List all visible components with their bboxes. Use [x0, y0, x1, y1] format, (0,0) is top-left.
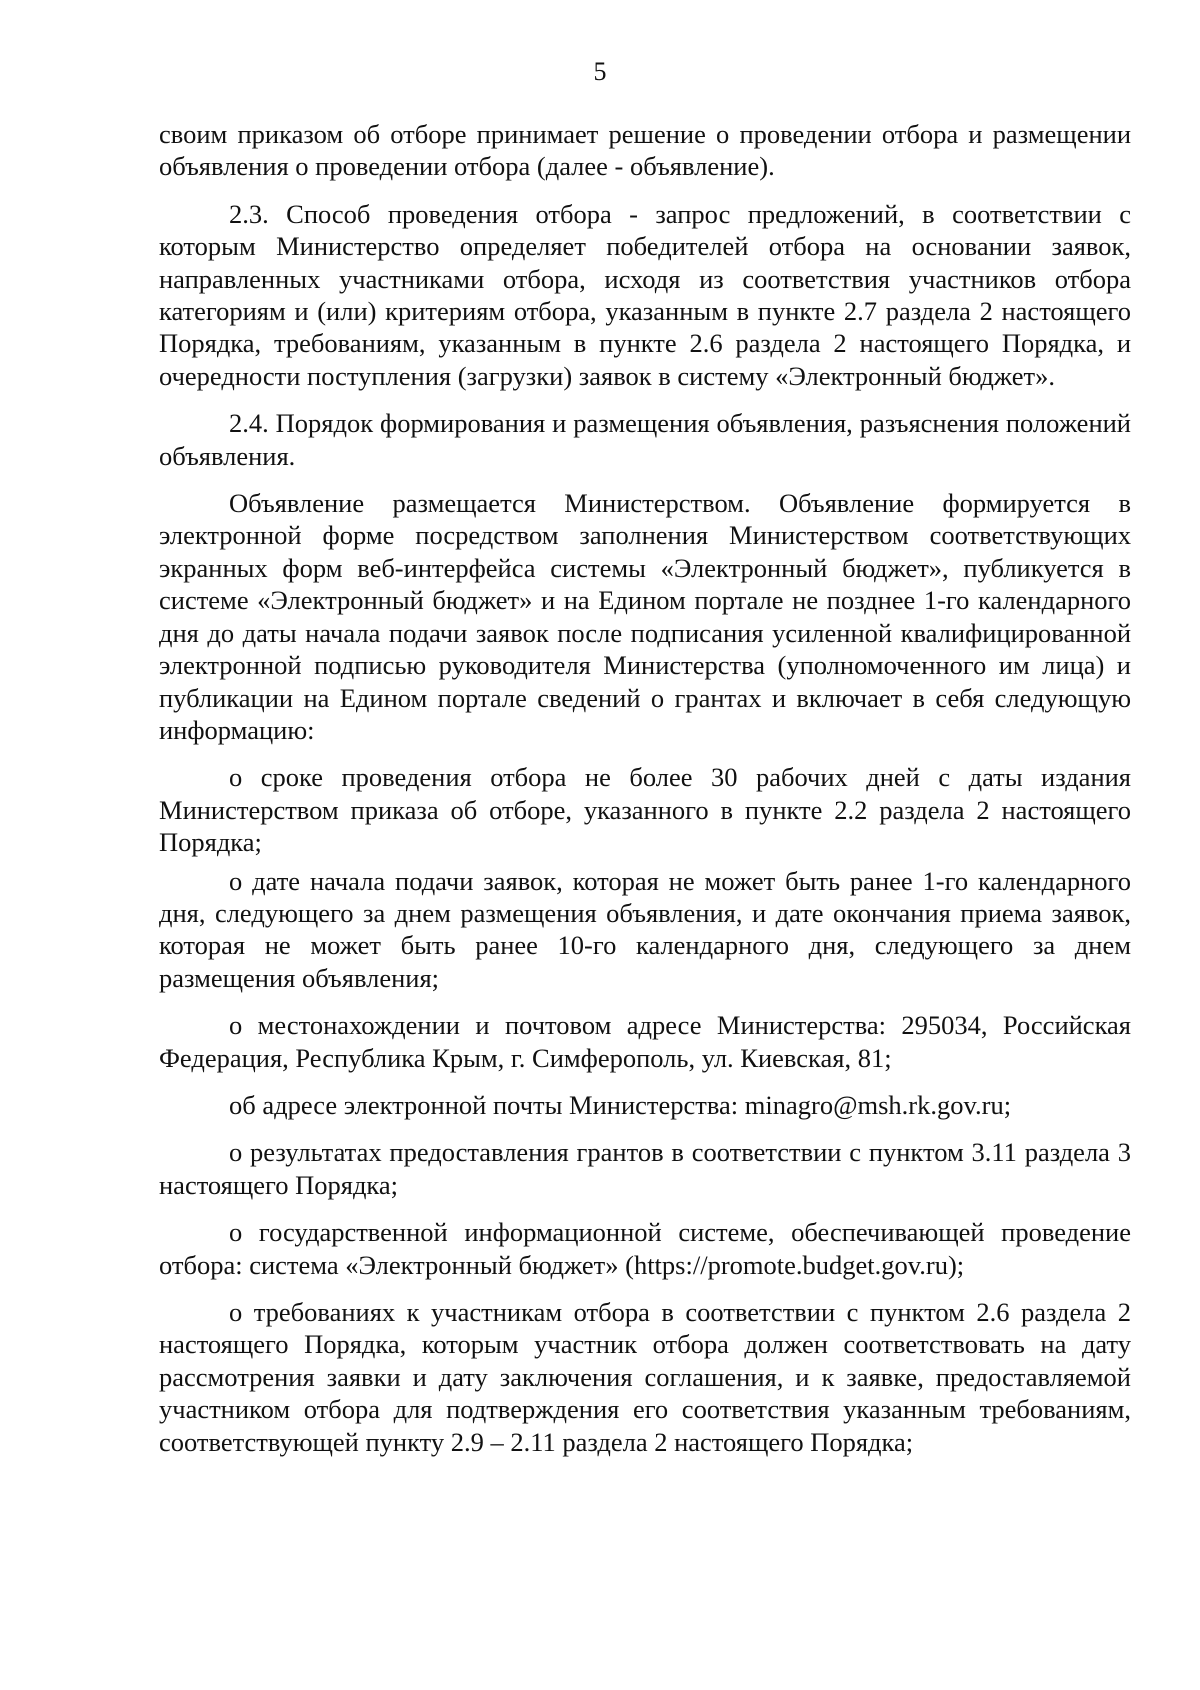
paragraph-information-system: о государственной информационной системе, обеспечивающей проведение отбора: система «Электронный бюджет» (https://promote.budget.gov.ru); — [159, 1217, 1131, 1280]
paragraph-participant-requirements: о требованиях к участникам отбора в соответствии с пунктом 2.6 раздела 2 настоящего Порядка, которым участник отбора должен соответствовать на дату рассмотрения заявки и дату заключения соглашения, и к заявке, предоставляемой участником отбора для подтверждения его соответствия указанным требованиям, соответствующей пункту 2.9 – 2.11 раздела 2 настоящего Порядка; — [159, 1297, 1131, 1457]
paragraph-continuation: своим приказом об отборе принимает решение о проведении отбора и размещении объявления о проведении отбора (далее - объявление). — [159, 119, 1131, 182]
paragraph-grant-results: о результатах предоставления грантов в соответствии с пунктом 3.11 раздела 3 настоящего Порядка; — [159, 1137, 1131, 1200]
paragraph-ministry-address: о местонахождении и почтовом адресе Министерства: 295034, Российская Федерация, Республика Крым, г. Симферополь, ул. Киевская, 81; — [159, 1010, 1131, 1073]
paragraph-2-4: 2.4. Порядок формирования и размещения объявления, разъяснения положений объявления. — [159, 408, 1131, 471]
paragraph-selection-term: о сроке проведения отбора не более 30 рабочих дней с даты издания Министерством приказа об отборе, указанного в пункте 2.2 раздела 2 настоящего Порядка; — [159, 762, 1131, 858]
paragraph-application-dates: о дате начала подачи заявок, которая не может быть ранее 1-го календарного дня, следующего за днем размещения объявления, и дате окончания приема заявок, которая не может быть ранее 10-го календарного дня, следующего за днем размещения объявления; — [159, 865, 1131, 993]
document-body — [159, 118, 1131, 1473]
page-number: 5 — [593, 57, 607, 86]
paragraph-ministry-email: об адресе электронной почты Министерства: minagro@msh.rk.gov.ru; — [229, 1089, 1012, 1120]
paragraph-2-3: 2.3. Способ проведения отбора - запрос предложений, в соответствии с которым Министерство определяет победителей отбора на основании заявок, направленных участниками отбора, исходя из соответствия участников отбора категориям и (или) критериям отбора, указанным в пункте 2.7 раздела 2 настоящего Порядка, требованиям, указанным в пункте 2.6 раздела 2 настоящего Порядка, и очередности поступления (загрузки) заявок в систему «Электронный бюджет». — [159, 198, 1131, 391]
paragraph-announcement: Объявление размещается Министерством. Объявление формируется в электронной форме посредством заполнения Министерством соответствующих экранных форм веб-интерфейса системы «Электронный бюджет», публикуется в системе «Электронный бюджет» и на Едином портале не позднее 1-го календарного дня до даты начала подачи заявок после подписания усиленной квалифицированной электронной подписью руководителя Министерства (уполномоченного им лица) и публикации на Едином портале сведений о грантах и включает в себя следующую информацию: — [159, 488, 1131, 745]
